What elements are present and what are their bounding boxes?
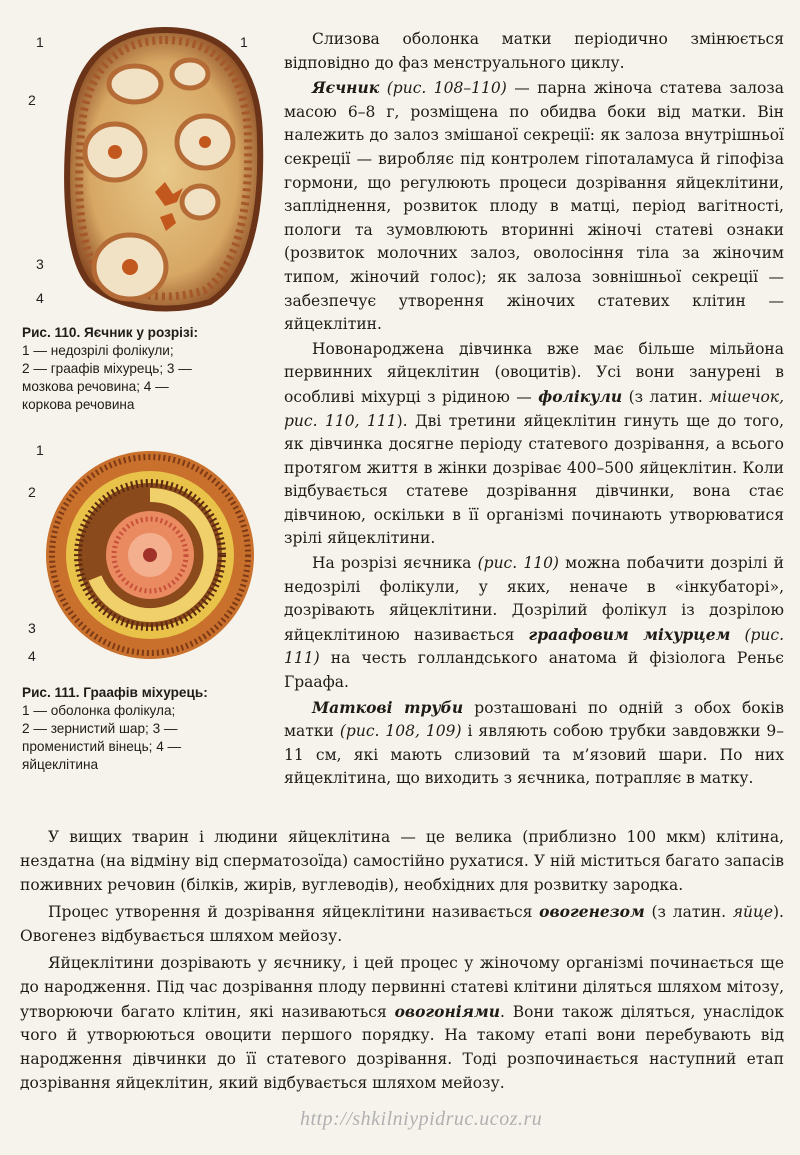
term-oogonia: овогоніями [394,1001,501,1021]
figure-110-line: 1 — недозрілі фолікули; [22,343,174,358]
paragraph-oogenesis [20,900,784,949]
fig110-label-2: 2 [28,92,36,108]
fig111-label-3: 3 [28,620,36,636]
fig110-label-3: 3 [36,256,44,272]
paragraph-text: (з латин. [622,387,710,406]
paragraph-ovary [284,76,784,337]
figure-110-caption [22,324,258,414]
term-ovary: Яєчник [312,78,380,98]
paragraph-mucosa: Слизова оболонка матки періодично змінюється відповідно до фаз менструального циклу. [284,30,784,72]
paragraph-text: Процес утворення й дозрівання яйцеклітини називається [48,903,540,922]
fig110-label-1b: 1 [240,34,248,50]
paragraph-tubes [284,696,784,791]
figure-ref: (рис. 111) [284,625,784,668]
figure-111-line: яйцеклітина [22,757,99,772]
figure-110-line: мозкова речовина; 4 — [22,379,169,394]
fig111-label-1: 1 [36,442,44,458]
term-uterine-tubes: Маткові труби [312,697,464,717]
fig110-label-1a: 1 [36,34,44,50]
latin-meaning: мішечок, рис. 110, 111 [284,387,784,430]
paragraph-graafian [284,552,784,695]
figure-111-line: променистий вінець; 4 — [22,739,182,754]
paragraph-text: (з латин. [644,903,733,922]
graafian-follicle-illustration [40,448,260,663]
paragraph-text: на честь голландського анатома й фізіолога Реньє Граафа. [284,649,784,692]
paragraph-text: . Вони також діляться, унаслідок чого й утворюються овоцити першого порядку. На такому етапі вони перебувають від народження дівчинки до її статевого дозрівання. Тоді розпочинається наступний етап дозрівання яйцеклітин, який відбувається шляхом мейозу. [20,1002,784,1092]
latin-meaning: яйце [732,903,773,922]
ovary-section-illustration [60,22,270,312]
paragraph-text: Яйцеклітини дозрівають у яєчнику, і цей процес у жіночому організмі починається ще до народження. Під час дозрівання плоду первинні статеві клітини діляться шляхом мітозу, утворюючи багато клітин, які називаються [20,953,784,1021]
paragraph-egg-cell: У вищих тварин і людини яйцеклітина — це велика (приблизно 100 мкм) клітина, нездатна (на відміну від сперматозоїда) самостійно рухатися. У ній міститься багато запасів поживних речовин (білків, жирів, вуглеводів), необхідних для розвитку зародка. [20,828,784,894]
paragraph-text: розташовані по одній з обох боків матки [284,698,784,741]
figure-ref: (рис. 108–110) [386,79,507,98]
figure-111-line: 1 — оболонка фолікула; [22,703,176,718]
paragraph-follicles [284,338,784,551]
figure-110-line: коркова речовина [22,397,135,412]
fig110-label-4: 4 [36,290,44,306]
figure-111-line: 2 — зернистий шар; 3 — [22,721,178,736]
paragraph-text: На розрізі яєчника [312,554,478,573]
figure-111-follicle [40,448,260,663]
paragraph-text: — парна жіноча статева залоза масою 6–8 г, розміщена по обидва боки від матки. Він належить до залоз змішаної секреції: як залоза внутрішньої секреції — виробляє під контролем гіпоталамуса й гіпофіза гормони, що регулюють процеси дозрівання яйцеклітини, запліднення, розвиток плоду в матці, період вагітності, пологи та зумовлюють вторинні жіночі статеві ознаки (розвиток молочних залоз, оволосіння тіла за жіночим типом, жіночий голос); як залоза зовнішньої секреції — забезпечує утворення жіночих статевих клітин — яйцеклітин. [284,79,784,334]
term-oogenesis: овогенезом [539,902,645,922]
fig111-label-2: 2 [28,484,36,500]
paragraph-maturation [20,952,784,1096]
paragraph-text: Новонароджена дівчинка вже має більше мільйона первинних яйцеклітин (овоцитів). Усі вони занурені в особливі міхурці з рідиною — [284,339,784,406]
figure-ref: (рис. 108, 109) [339,722,462,741]
fig111-label-4: 4 [28,648,36,664]
figure-111-title: Рис. 111. Граафів міхурець: [22,685,208,700]
term-graafian-follicle: граафовим міхурцем [528,624,731,644]
paragraph-text: ). Овогенез відбувається шляхом мейозу. [20,903,784,946]
figure-110-line: 2 — граафів міхурець; 3 — [22,361,192,376]
paragraph-text: ). Дві третини яйцеклітин гинуть ще до того, як дівчинка досягне періоду статевого дозрівання, а всього протягом життя в жінки дозріває 400–500 яйцеклітин. Коли відбувається статеве дозрівання дівчинки, вона стає дівчиною, оскільки в її організмі починають утворюватися зрілі яйцеклітини. [284,411,785,548]
paragraph-text: можна побачити дозрілі й недозрілі фолікули, у яких, неначе в «інкубаторі», дозрівають яйцеклітини. Дозрілий фолікул із дозрілою яйцеклітиною називається [284,554,784,644]
figure-111-caption [22,684,258,774]
full-width-text [20,826,784,1096]
paragraph-text: і являють собою трубки завдовжки 9–11 см, які мають слизовий та м’язовий шари. По них яйцеклітина, що виходить з яєчника, потрапляє в матку. [284,722,784,788]
watermark-url: http://shkilniypidruc.ucoz.ru [300,1108,543,1130]
figure-ref: (рис. 110) [477,554,559,573]
figure-110-ovary [60,22,270,312]
term-follicles: фолікули [538,386,623,406]
figure-110-title: Рис. 110. Яєчник у розрізі: [22,325,199,340]
right-column-text [284,28,784,791]
